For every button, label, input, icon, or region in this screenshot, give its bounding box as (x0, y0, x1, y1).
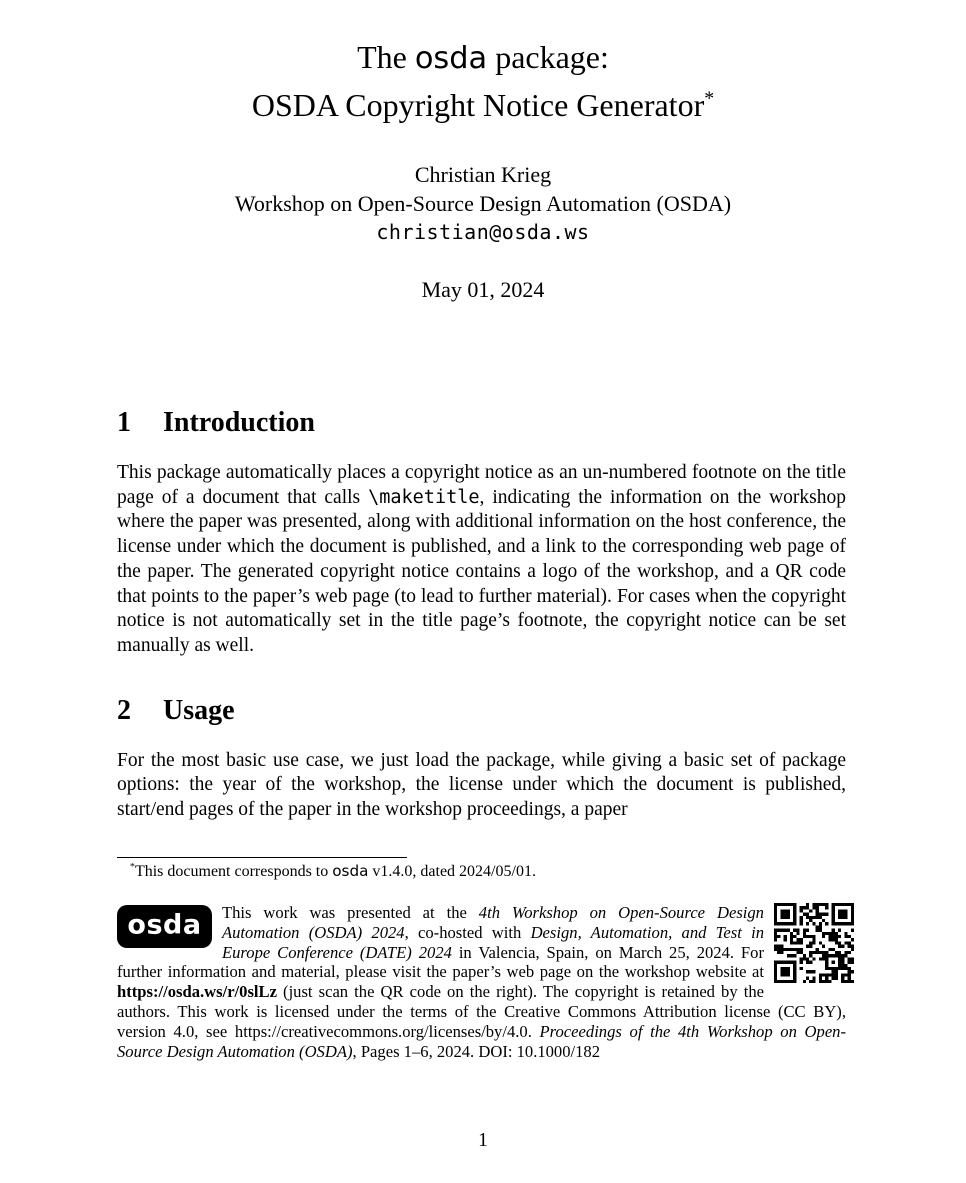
text-segment: This package automatically places a copyright notice as an un-numbered footnote on the title page of a document that calls (117, 462, 846, 508)
section-number: 2 (117, 694, 131, 726)
osda-logo (117, 905, 212, 948)
paper-title (0, 34, 966, 129)
section-title: Introduction (163, 407, 315, 438)
link[interactable]: https://creativecommons.org/licenses/by/4.0 (234, 1021, 528, 1041)
copyright-notice-text (117, 903, 846, 1061)
text-segment: osda (332, 862, 369, 880)
text-segment: , Pages 1–6, 2024. DOI: 10.1000/182 (352, 1041, 601, 1061)
title-line-1 (0, 34, 966, 82)
text-segment: v1.4.0, dated 2024/05/01. (368, 863, 536, 880)
paragraph-introduction (117, 461, 846, 659)
text-segment: OSDA Copyright Notice Generator (251, 87, 705, 123)
text-segment: * (704, 87, 715, 110)
text-segment: in Valencia, Spain, on March 25, 2024. For further information and material, please visit the paper’s web page on the workshop website at (117, 942, 764, 982)
footnote (117, 862, 846, 881)
text-segment: (just scan the QR code on the right). The copyright is retained by the authors. This work is licensed under the terms of the Creative Commons Attribution license (CC BY), version 4.0, see (117, 982, 846, 1041)
text-segment: Design, Automation, and Test in Europe Conference (DATE) 2024 (222, 922, 764, 962)
paragraph-usage (117, 749, 846, 823)
title-line-2 (0, 82, 966, 129)
author-affiliation: Workshop on Open-Source Design Automation (OSDA) (234, 191, 732, 216)
osda-logo-text: osda (127, 909, 202, 941)
section-heading-introduction (117, 406, 846, 440)
link[interactable]: https://osda.ws/r/0slLz (117, 982, 277, 1002)
footnote-rule (117, 857, 407, 858)
author-name: Christian Krieg (414, 162, 552, 187)
text-segment: , co-hosted with (404, 922, 531, 942)
text-segment: Proceedings of the 4th Workshop on Open-Source Design Automation (OSDA) (117, 1021, 847, 1061)
text-segment: . (527, 1021, 540, 1041)
text-segment: \maketitle (368, 486, 480, 508)
text-segment: This document corresponds to (134, 863, 333, 880)
qr-code-icon (774, 903, 854, 983)
text-segment: , indicating the information on the workshop where the paper was presented, along with additional information on the host conference, the license under which the document is published, and a link to the corresponding web page of the paper. The generated copyright notice contains a logo of the workshop, and a QR code that points to the paper’s web page (to lead to further material). For cases when the copyright notice is not automatically set in the title page’s footnote, the copyright notice can be set manually as well. (117, 486, 846, 656)
text-segment: osda (414, 41, 488, 76)
date: May 01, 2024 (421, 277, 545, 302)
section-heading-usage (117, 694, 846, 728)
copyright-notice (117, 903, 846, 1061)
main-content (117, 406, 846, 823)
section-number: 1 (117, 407, 131, 438)
section-title: Usage (163, 694, 235, 726)
author-block (0, 160, 966, 247)
text-segment: 4th Workshop on Open-Source Design Automation (OSDA) 2024 (222, 903, 764, 942)
text-segment: This work was presented at the (222, 903, 479, 922)
text-segment: package: (487, 39, 609, 75)
text-segment: For the most basic use case, we just load the package, while giving a basic set of package options: the year of the workshop, the license under which the document is published, start/end pages of the paper in the workshop proceedings, a paper (117, 749, 846, 821)
text-segment: * (130, 861, 135, 873)
page-number: 1 (478, 1130, 488, 1151)
text-segment: The (357, 39, 415, 75)
author-email: christian@osda.ws (376, 220, 590, 244)
